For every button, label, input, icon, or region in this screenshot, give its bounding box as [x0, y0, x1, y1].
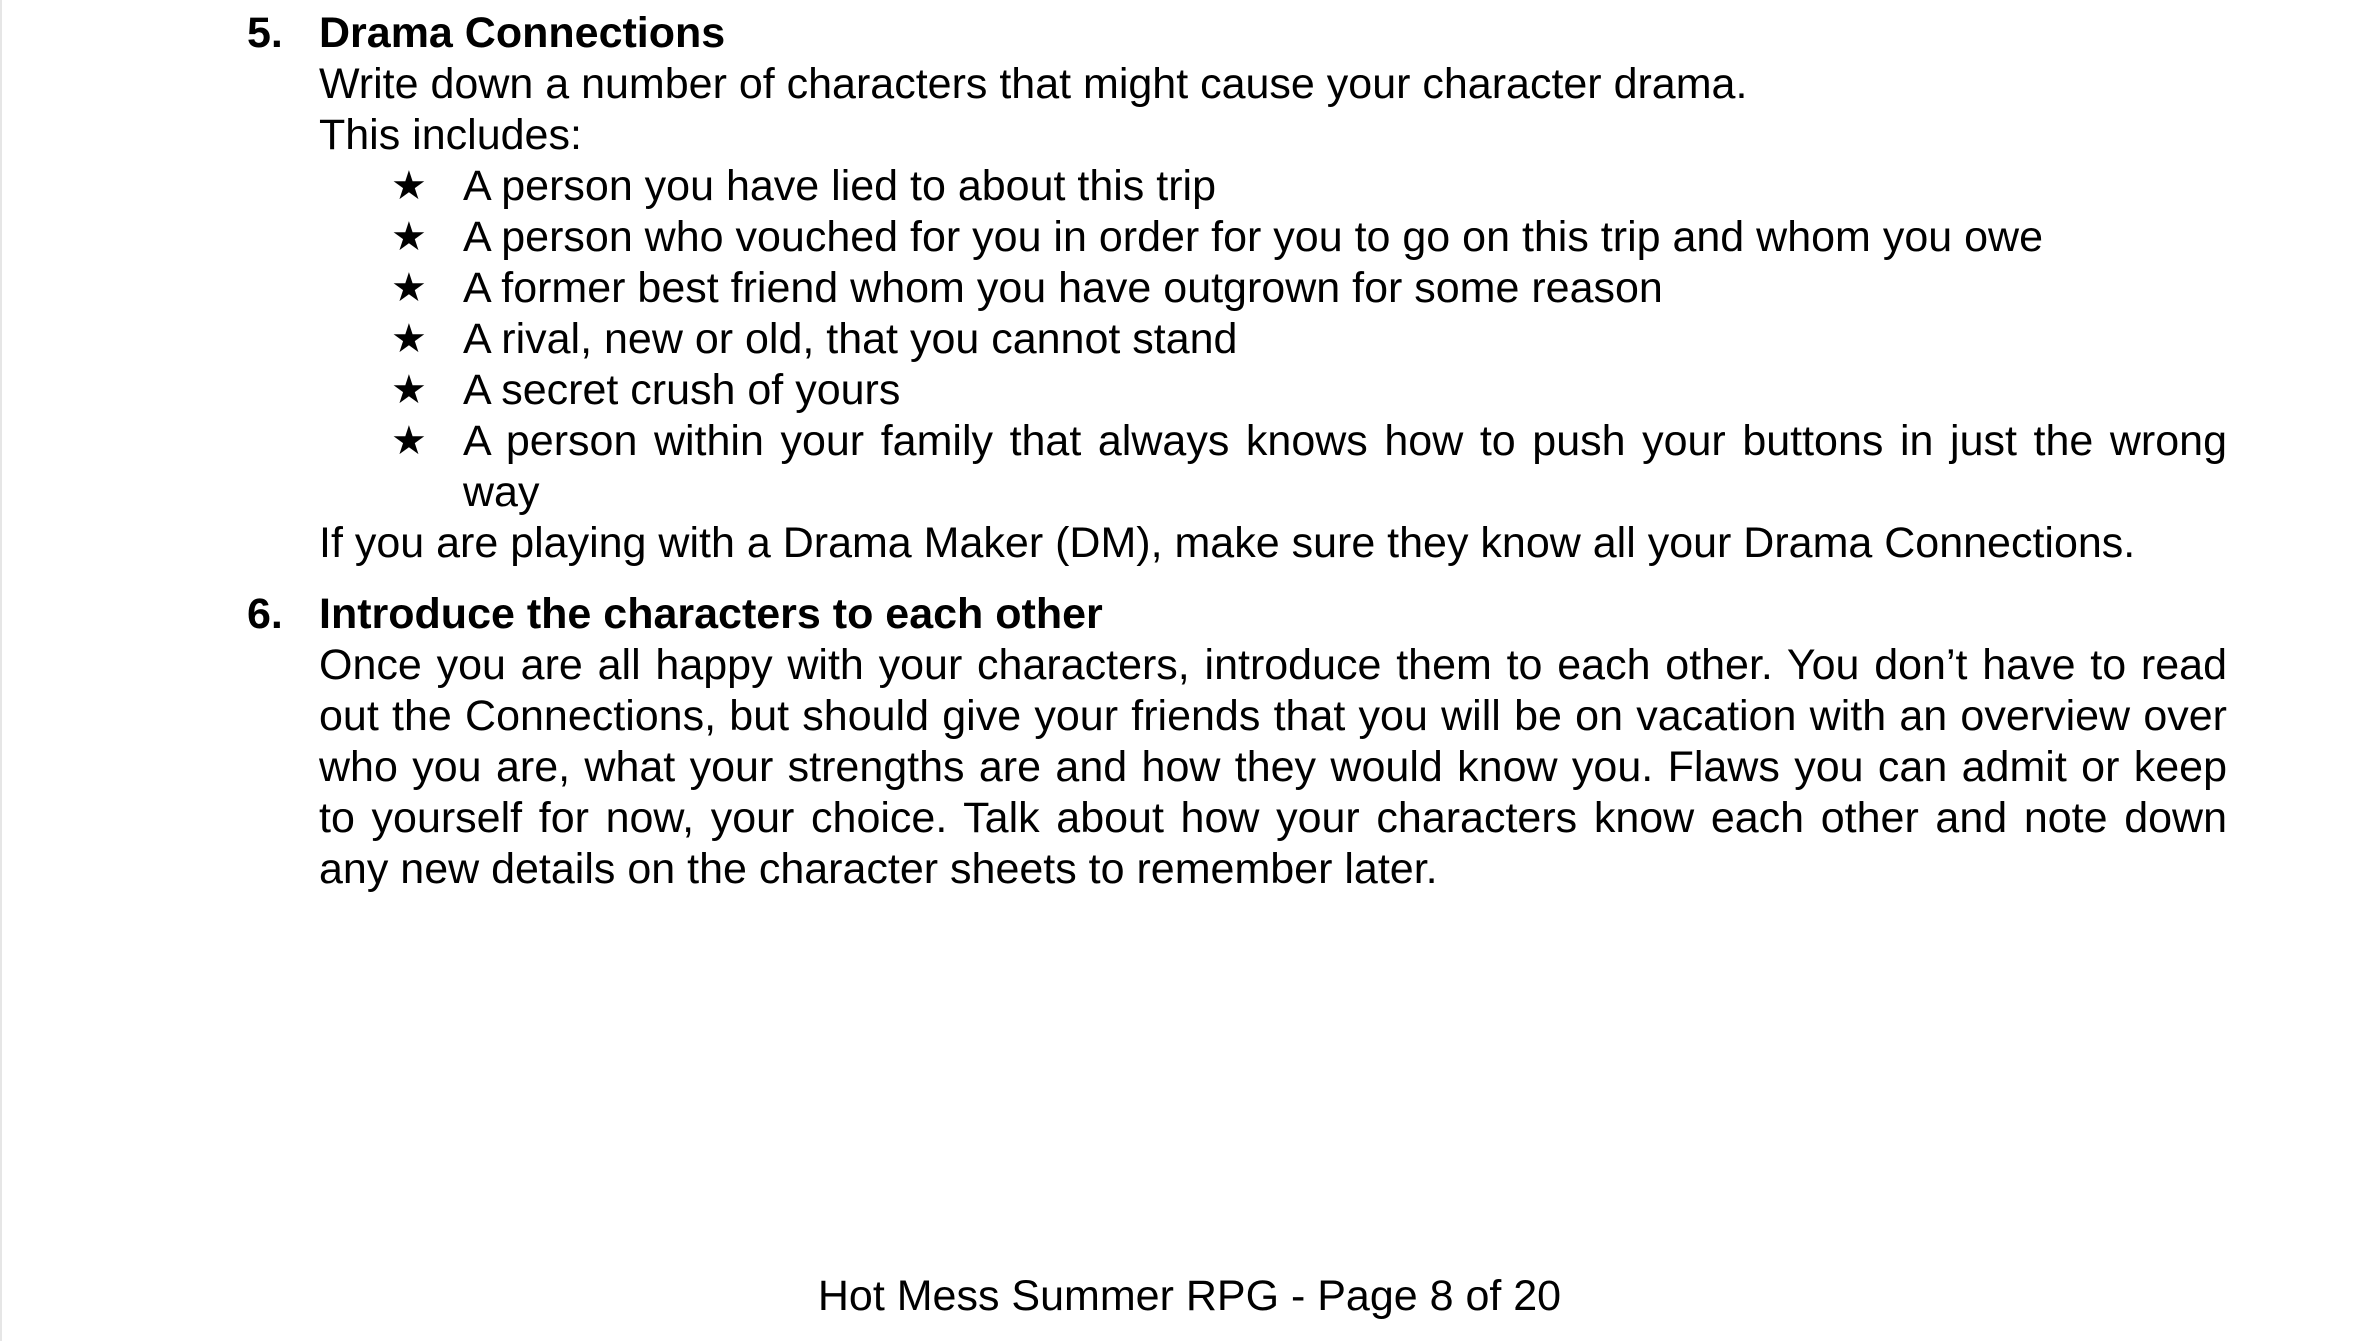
intro-paragraph: Write down a number of characters that might cause your character drama. — [319, 60, 1748, 108]
star-icon: ★ — [391, 163, 427, 209]
list-item — [391, 314, 2227, 365]
intro-paragraph: This includes: — [319, 111, 582, 159]
list-item-text: A person within your family that always knows how to push your buttons in just the wrong way — [463, 417, 2227, 516]
section-introduce-characters — [247, 589, 2227, 895]
star-icon: ★ — [391, 316, 427, 362]
section-drama-connections — [247, 8, 2227, 569]
list-item-text: A person you have lied to about this trip — [463, 162, 1216, 210]
star-icon: ★ — [391, 418, 427, 464]
list-item — [391, 161, 2227, 212]
section-number: 6. — [247, 590, 283, 638]
list-item — [391, 416, 2227, 518]
list-item-text: A secret crush of yours — [463, 366, 901, 414]
section-title: Drama Connections — [319, 9, 726, 57]
page-content — [247, 8, 2227, 895]
list-item — [391, 365, 2227, 416]
page-edge — [0, 0, 2, 1341]
section-body — [319, 589, 2227, 895]
list-item — [391, 263, 2227, 314]
list-item — [391, 212, 2227, 263]
star-icon: ★ — [391, 214, 427, 260]
star-icon: ★ — [391, 367, 427, 413]
list-item-text: A rival, new or old, that you cannot stand — [463, 315, 1238, 363]
section-spacer — [247, 569, 2227, 589]
body-paragraph: Once you are all happy with your characters, introduce them to each other. You don’t have to read out the Connections, but should give your friends that you will be on vacation with an overview over who you are, what your strengths are and how they would know you. Flaws you can admit or keep to yourself for now, your choice. Talk about how your characters know each other and note down any new details on the character sheets to remember later. — [319, 641, 2227, 893]
outro-paragraph: If you are playing with a Drama Maker (DM), make sure they know all your Drama Connections. — [319, 519, 2136, 567]
section-title: Introduce the characters to each other — [319, 590, 1103, 638]
page-footer: Hot Mess Summer RPG - Page 8 of 20 — [817, 1272, 1562, 1320]
list-item-text: A person who vouched for you in order for you to go on this trip and whom you owe — [463, 213, 2043, 261]
section-body — [319, 8, 2227, 569]
star-icon: ★ — [391, 265, 427, 311]
section-number: 5. — [247, 9, 283, 57]
list-item-text: A former best friend whom you have outgrown for some reason — [463, 264, 1663, 312]
bullet-list — [319, 161, 2227, 518]
